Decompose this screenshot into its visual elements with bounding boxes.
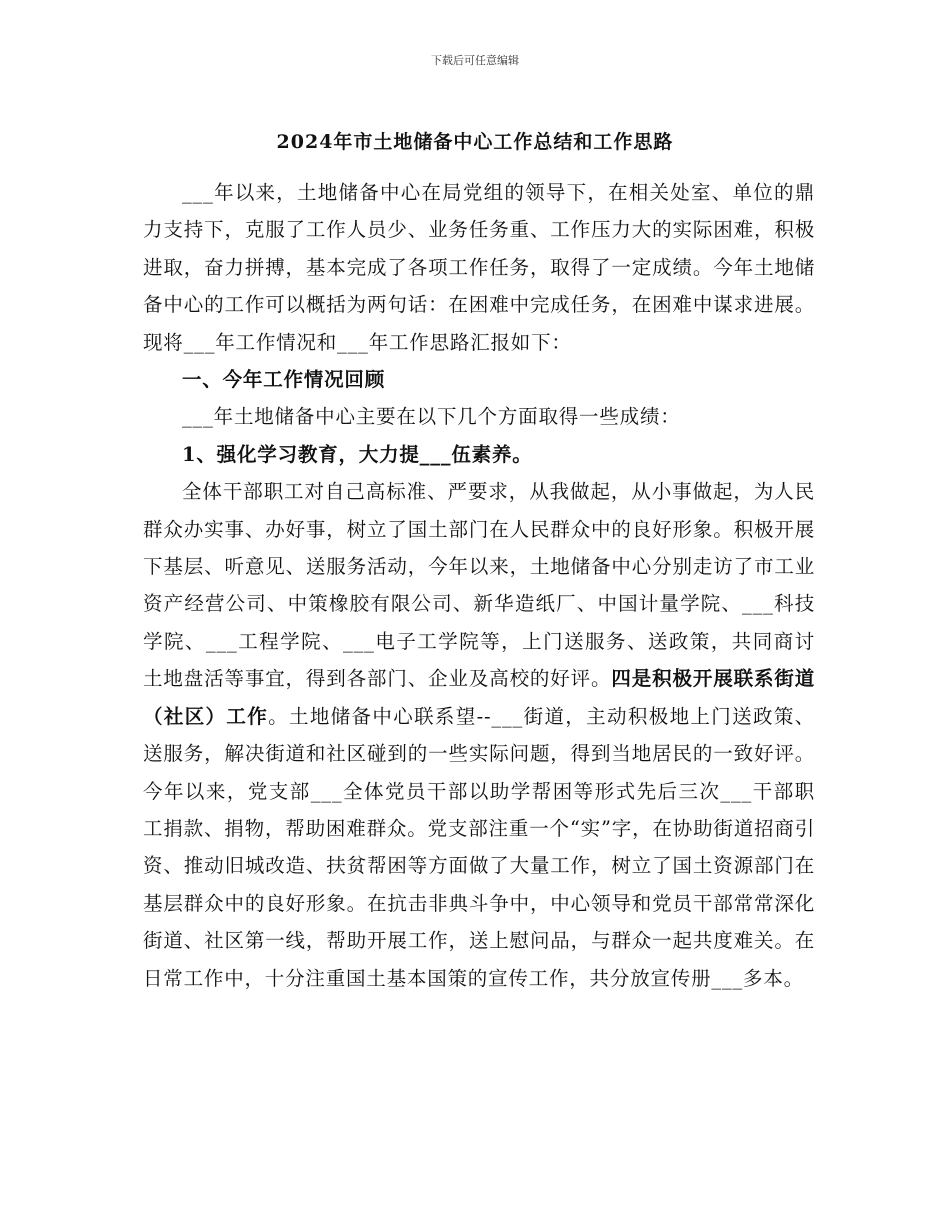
subsection-heading: 1、强化学习教育，大力提___伍素养。 (182, 442, 533, 466)
page-header-note: 下载后可任意编辑 (431, 54, 519, 67)
body-text-part1: 全体干部职工对自己高标准、严要求，从我做起，从小事做起，为人民群众办实事、办好事，树立了国土部门在人民群众中的良好形象。积极开展下基层、听意见、送服务活动，今年以来，土地储备中心分别走访了市工业资产经营公司、中策橡胶有限公司、新华造纸厂、中国计量学院、___科技学院、___工程学院、___电子工学院等，上门送服务、送政策，共同商讨土地盘活等事宜，得到各部门、企业及高校的好评。 (143, 480, 815, 691)
body-text-part2: 。土地储备中心联系望--___街道，主动积极地上门送政策、送服务，解决街道和社区碰到的一些实际问题，得到当地居民的一致好评。今年以来，党支部___全体党员干部以助学帮困等形式先后三次___干部职工捐款、捐物，帮助困难群众。党支部注重一个“实”字，在协助街道招商引资、推动旧城改造、扶贫帮困等方面做了大量工作，树立了国土资源部门在基层群众中的良好形象。在抗击非典斗争中，中心领导和党员干部常常深化街道、社区第一线，帮助开展工作，送上慰问品，与群众一起共度难关。在日常工作中，十分注重国土基本国策的宣传工作，共分放宣传册___多本。 (143, 704, 815, 990)
body-paragraph (143, 473, 815, 997)
intro-paragraph: ___年以来，土地储备中心在局党组的领导下，在相关处室、单位的鼎力支持下，克服了工作人员少、业务任务重、工作压力大的实际困难，积极进取，奋力拼搏，基本完成了各项工作任务，取得了一定成绩。今年土地储备中心的工作可以概括为两句话：在困难中完成任务，在困难中谋求进展。现将___年工作情况和___年工作思路汇报如下： (143, 181, 815, 354)
section-intro-paragraph: ___年土地储备中心主要在以下几个方面取得一些成绩： (182, 405, 681, 429)
body-bold-phrase: 四是积极开展联系街道（社区）工作 (143, 667, 815, 728)
document-title: 2024年市土地储备中心工作总结和工作思路 (276, 131, 674, 153)
section-heading: 一、今年工作情况回顾 (182, 368, 386, 392)
document-body (143, 174, 815, 997)
